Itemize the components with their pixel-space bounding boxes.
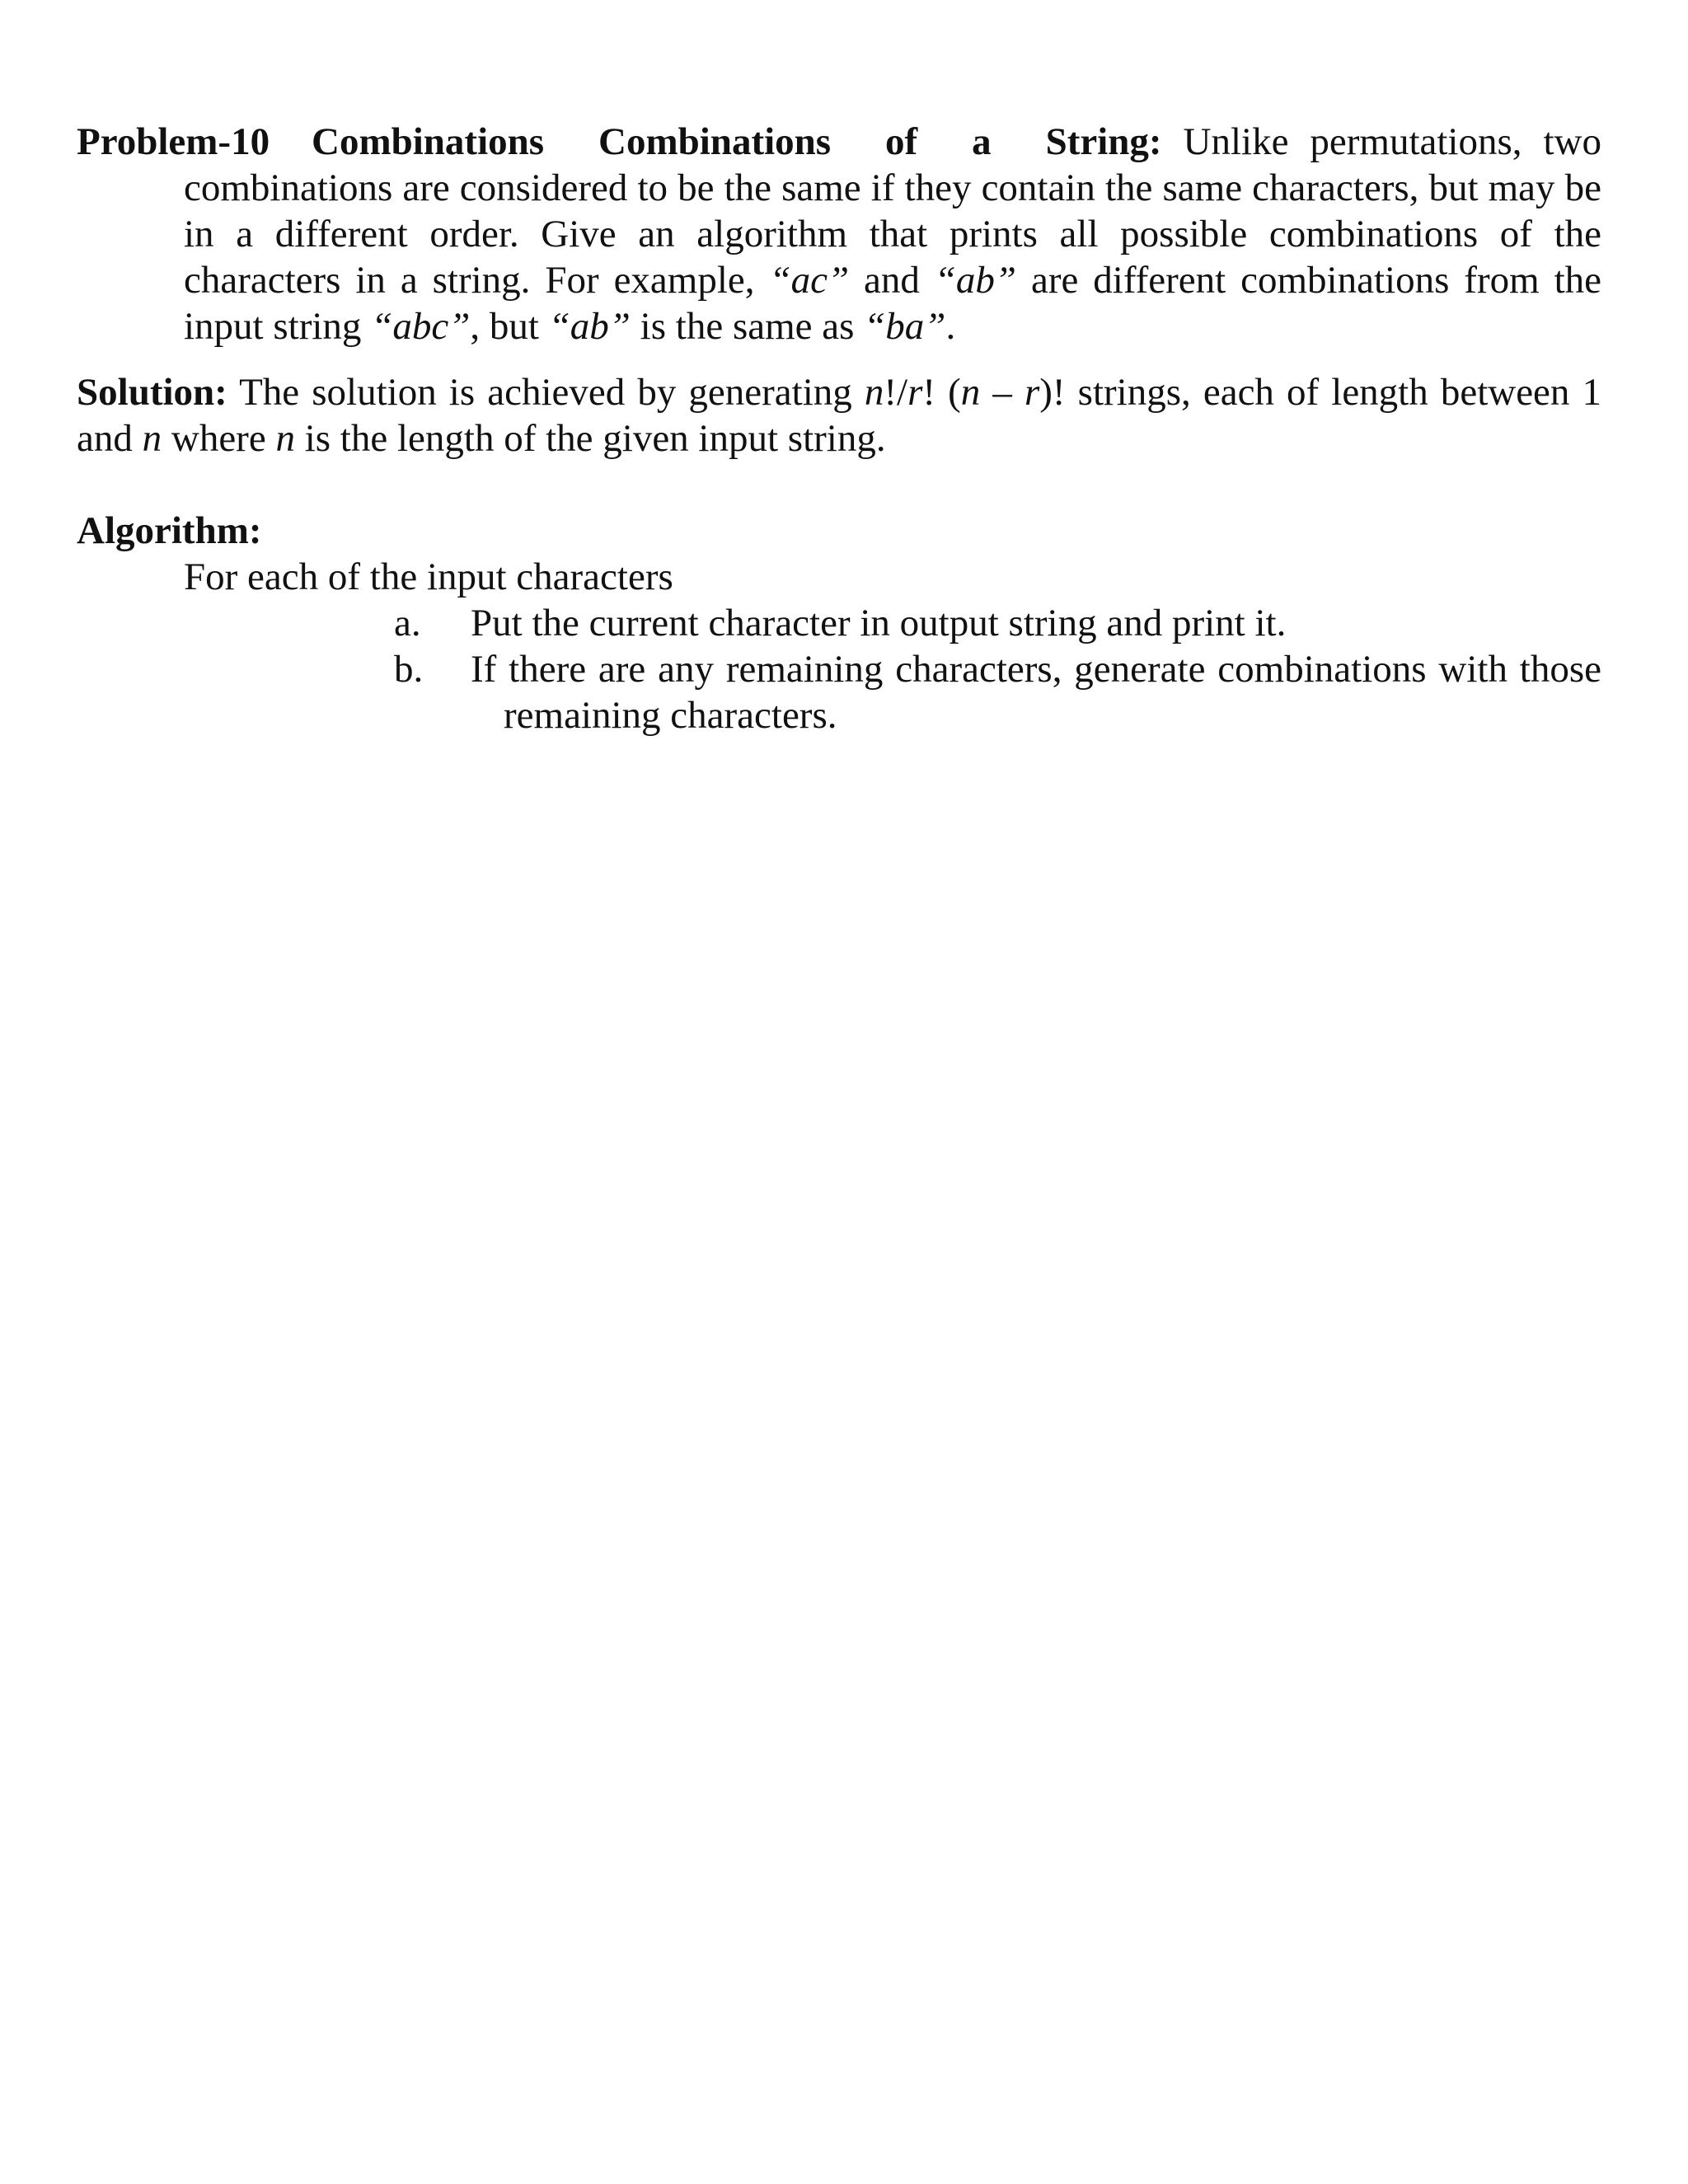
formula-var: n <box>864 371 884 414</box>
problem-text: are different combinations from the input string <box>184 259 1601 348</box>
problem-title: Combinations Combinations of a String: <box>312 120 1162 163</box>
problem-text: and <box>849 259 935 302</box>
algorithm-intro: For each of the input characters <box>184 555 673 598</box>
problem-statement <box>77 119 1601 349</box>
example-string: “ab” <box>548 305 631 348</box>
problem-text: , but <box>470 305 549 348</box>
example-string: “ab” <box>934 259 1017 302</box>
step-marker: b. <box>394 648 424 691</box>
example-string: “ac” <box>769 259 850 302</box>
step-marker: a. <box>394 602 421 644</box>
example-string: “abc” <box>371 305 471 348</box>
solution-text: is the length of the given input string. <box>294 417 886 460</box>
formula-var: n <box>960 371 981 414</box>
solution-paragraph <box>77 369 1601 462</box>
formula-text: )! strings, each of length between 1 and <box>77 371 1601 460</box>
solution-text: where <box>162 417 276 460</box>
problem-text: is the same as <box>630 305 865 348</box>
solution-label: Solution: <box>77 371 227 414</box>
formula-var: n <box>142 417 162 460</box>
problem-text: . <box>945 305 956 348</box>
formula-text: ! ( <box>922 371 961 414</box>
problem-number: Problem-10 <box>77 120 270 163</box>
step-text: If there are any remaining characters, generate combinations with those remaining characters. <box>471 648 1601 737</box>
step-text: Put the current character in output string and print it. <box>471 602 1287 644</box>
problem-text: Unlike permutations, two combinations are considered to be the same if they contain the same characters, but may be in a different order. Give an algorithm that prints all possible combinations of the characters in a string. For example, <box>184 120 1601 302</box>
formula-text: – <box>980 371 1025 414</box>
algorithm-heading: Algorithm: <box>77 509 262 552</box>
formula-text: !/ <box>884 371 908 414</box>
formula-var: r <box>1024 371 1040 414</box>
formula-var: n <box>275 417 295 460</box>
algorithm-step <box>394 646 1601 738</box>
formula-var: r <box>907 371 923 414</box>
algorithm-step <box>394 600 1601 646</box>
example-string: “ba” <box>864 305 946 348</box>
solution-text: The solution is achieved by generating <box>227 371 865 414</box>
